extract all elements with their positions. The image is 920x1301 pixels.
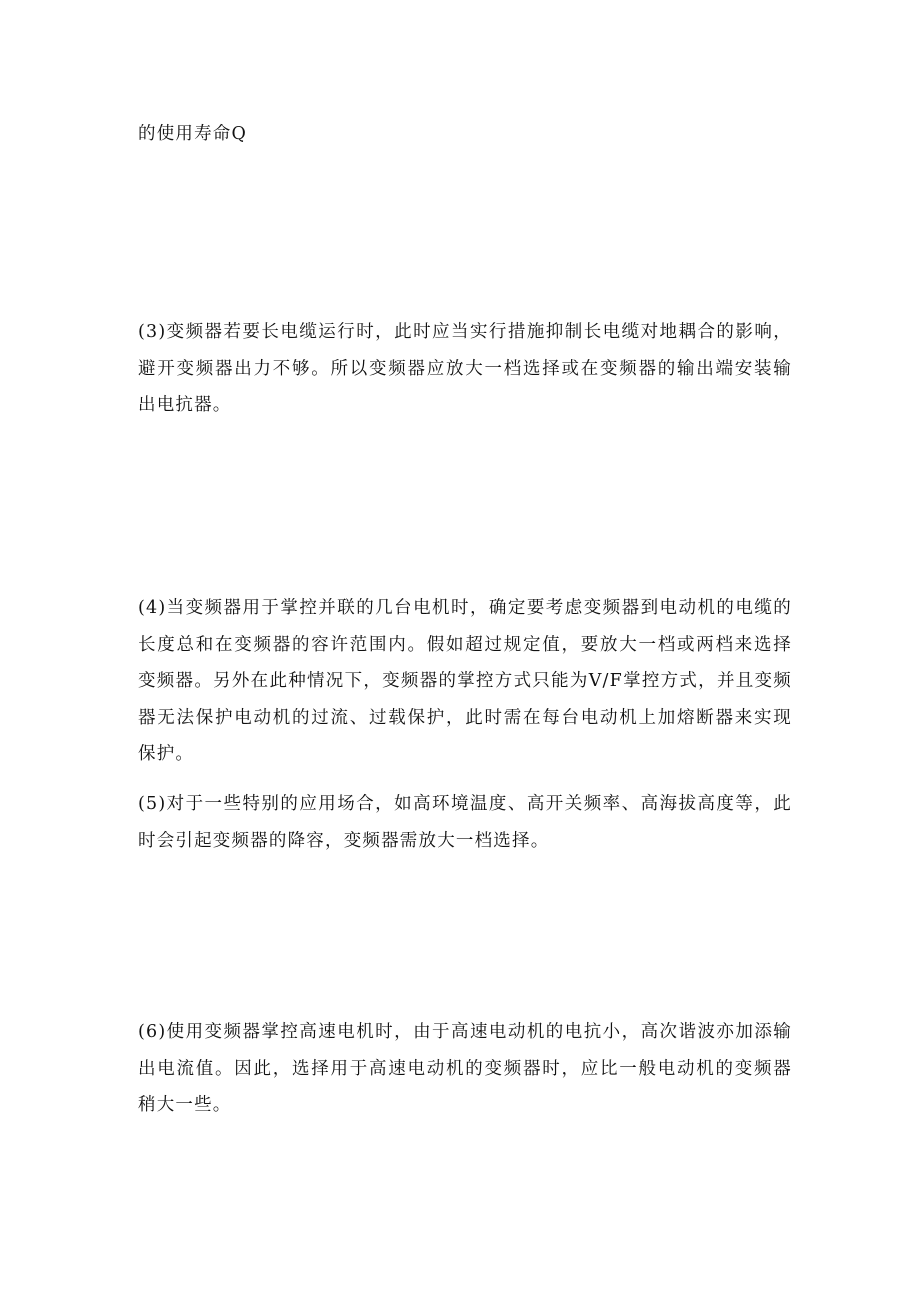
paragraph-item-6: (6)使用变频器掌控高速电机时，由于高速电动机的电抗小，高次谐波亦加添输出电流值。因此，选择用于高速电动机的变频器时，应比一般电动机的变频器稍大一些。 <box>138 1022 792 1115</box>
paragraph-item-3: (3)变频器若要长电缆运行时，此时应当实行措施抑制长电缆对地耦合的影响，避开变频器出力不够。所以变频器应放大一档选择或在变频器的输出端安装输出电抗器。 <box>138 322 792 415</box>
paragraph-item-5: (5)对于一些特别的应用场合，如高环境温度、高开关频率、高海拔高度等，此时会引起变频器的降容，变频器需放大一档选择。 <box>138 794 792 851</box>
paragraph-item-4: (4)当变频器用于掌控并联的几台电机时，确定要考虑变频器到电动机的电缆的长度总和在变频器的容许范围内。假如超过规定值，要放大一档或两档来选择变频器。另外在此种情况下，变频器的掌控方式只能为V/F掌控方式，并且变频器无法保护电动机的过流、过载保护，此时需在每台电动机上加熔断器来实现保护。 <box>138 598 792 764</box>
paragraph-continuation: 的使用寿命Q <box>138 124 248 144</box>
